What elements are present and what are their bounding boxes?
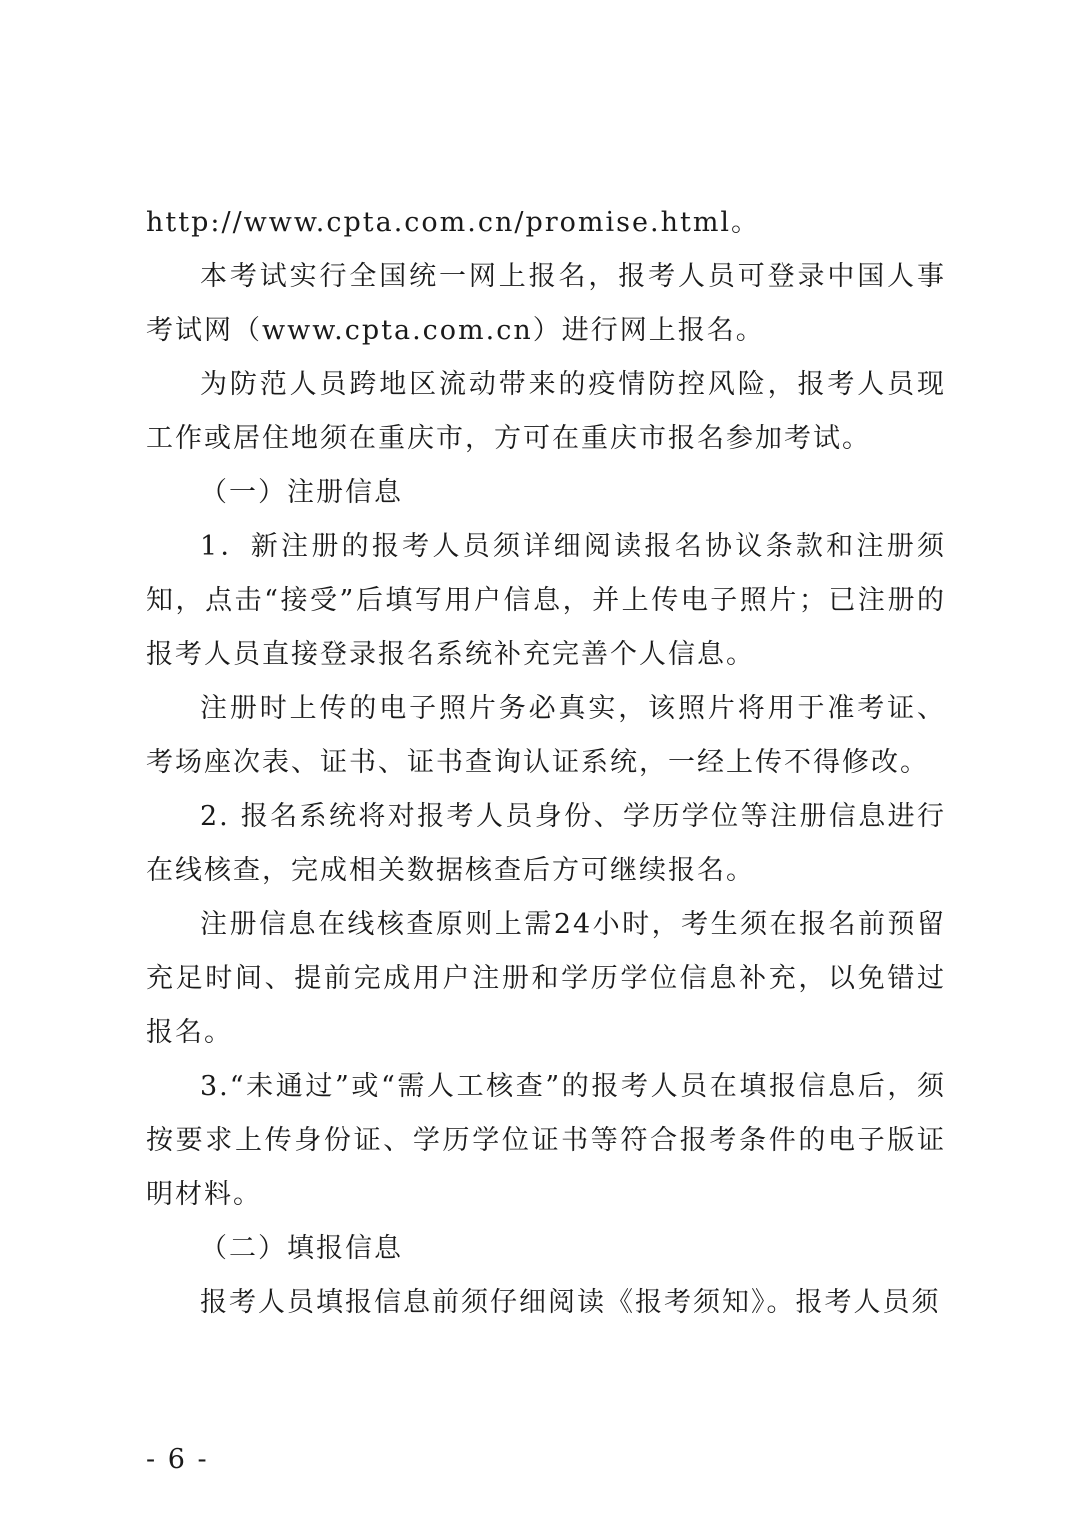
registration-intro-paragraph: 本考试实行全国统一网上报名，报考人员可登录中国人事考试网（www.cpta.com.cn）进行网上报名。 xyxy=(146,261,946,346)
epidemic-note-paragraph: 为防范人员跨地区流动带来的疫情防控风险，报考人员现工作或居住地须在重庆市，方可在重庆市报名参加考试。 xyxy=(146,369,946,454)
photo-note-paragraph: 注册时上传的电子照片务必真实，该照片将用于准考证、考场座次表、证书、证书查询认证系统，一经上传不得修改。 xyxy=(146,693,946,778)
item-3-paragraph: 3.“未通过”或“需人工核查”的报考人员在填报信息后，须按要求上传身份证、学历学位证书等符合报考条件的电子版证明材料。 xyxy=(146,1071,946,1210)
section-heading-fill-info: （二）填报信息 xyxy=(200,1233,403,1264)
url-line: http://www.cpta.com.cn/promise.html。 xyxy=(146,207,761,238)
document-body xyxy=(146,196,946,1330)
page-number: - 6 - xyxy=(146,1444,209,1475)
item-2-paragraph: 2. 报名系统将对报考人员身份、学历学位等注册信息进行在线核查，完成相关数据核查后方可继续报名。 xyxy=(146,801,946,886)
section-heading-registration: （一）注册信息 xyxy=(200,477,403,508)
fill-intro-paragraph: 报考人员填报信息前须仔细阅读《报考须知》。报考人员须 xyxy=(200,1287,941,1318)
verification-note-paragraph: 注册信息在线核查原则上需24小时，考生须在报名前预留充足时间、提前完成用户注册和学历学位信息补充，以免错过报名。 xyxy=(146,909,946,1048)
item-1-paragraph: 1．新注册的报考人员须详细阅读报名协议条款和注册须知，点击“接受”后填写用户信息，并上传电子照片；已注册的报考人员直接登录报名系统补充完善个人信息。 xyxy=(146,531,946,670)
